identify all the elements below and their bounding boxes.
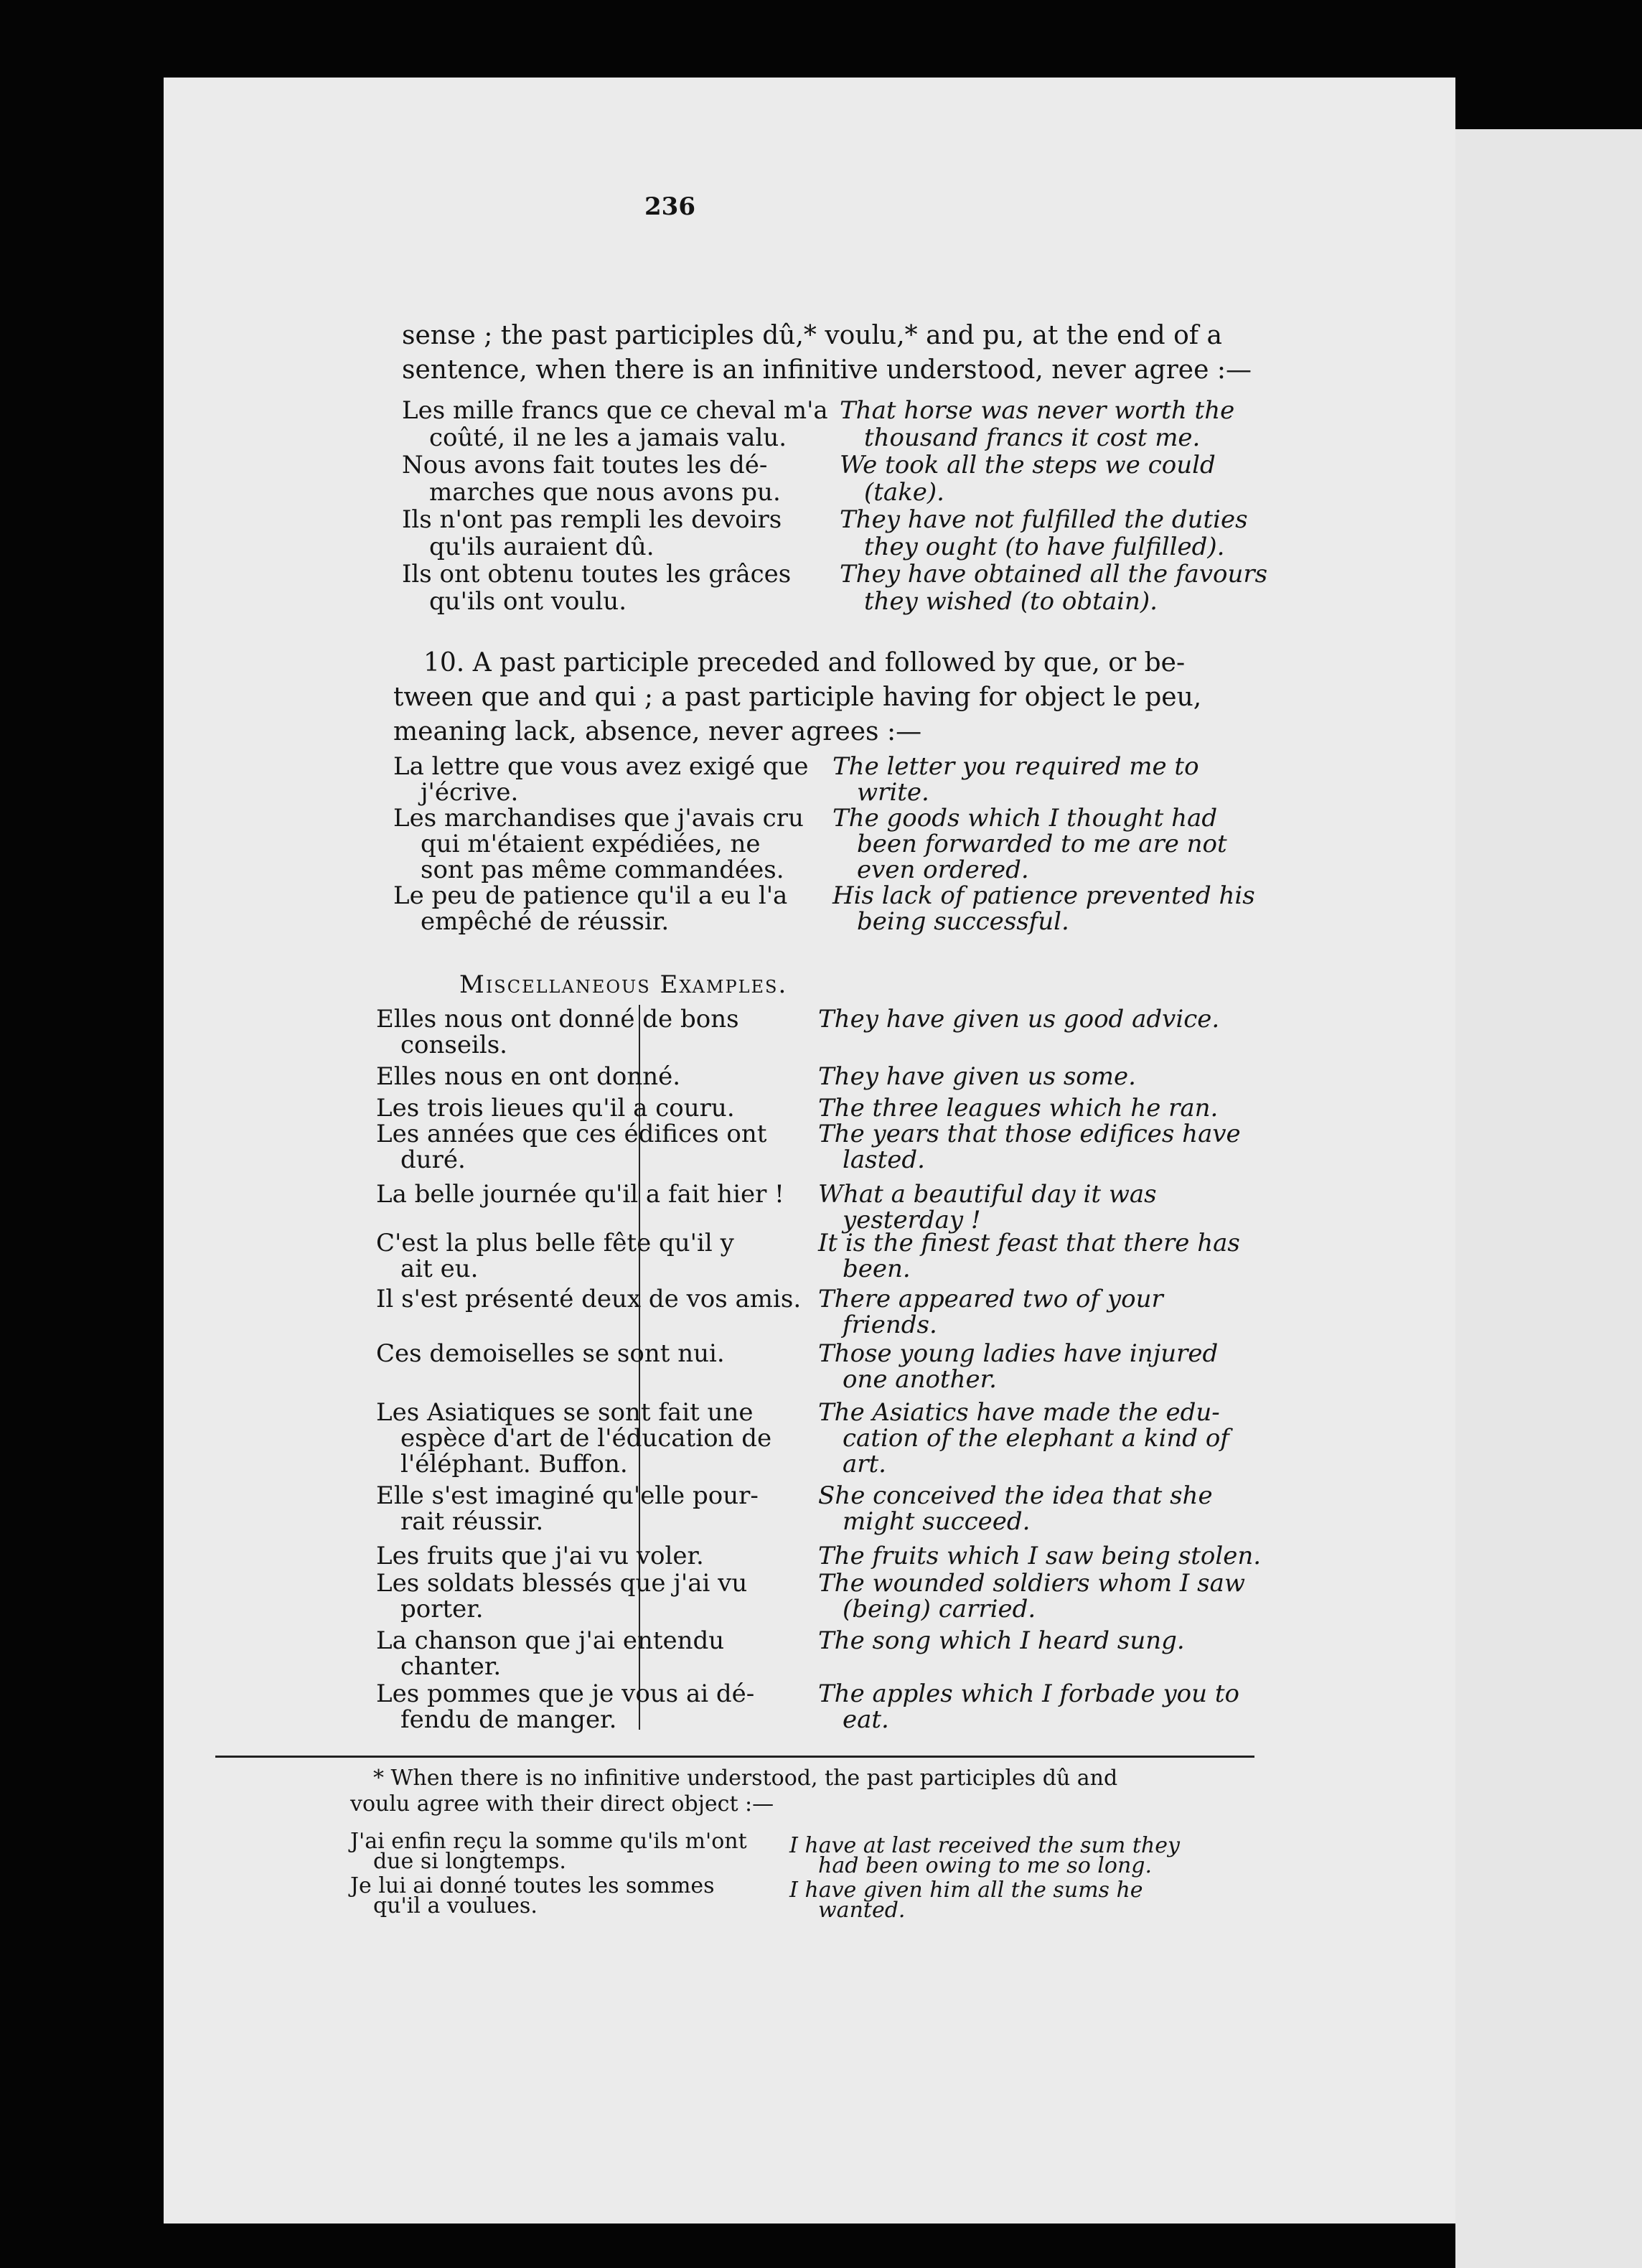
footnote-english-1: wanted. bbox=[818, 1898, 906, 1923]
section2-french-1: sont pas même commandées. bbox=[421, 856, 784, 884]
misc-english-9: might succeed. bbox=[843, 1507, 1031, 1536]
misc-english-9: She conceived the idea that she bbox=[818, 1481, 1213, 1510]
misc-french-5: C'est la plus belle fête qu'il y bbox=[376, 1229, 734, 1257]
footnote-french-0: due si longtemps. bbox=[373, 1849, 566, 1874]
misc-english-13: The apples which I forbade you to bbox=[818, 1679, 1239, 1708]
footnote-english-0: had been owing to me so long. bbox=[818, 1853, 1153, 1878]
misc-english-5: It is the finest feast that there has bbox=[818, 1229, 1240, 1257]
misc-french-2: Les trois lieues qu'il a couru. bbox=[376, 1094, 735, 1123]
misc-french-12: La chanson que j'ai entendu bbox=[376, 1626, 725, 1655]
section1-french-3: qu'ils ont voulu. bbox=[429, 587, 627, 616]
misc-french-3: Les années que ces édifices ont bbox=[376, 1120, 767, 1148]
footnote-english-0: I have at last received the sum they bbox=[789, 1833, 1180, 1858]
section1-french-1: Nous avons fait toutes les dé- bbox=[402, 451, 768, 479]
misc-heading: Miscellaneous Examples. bbox=[459, 970, 788, 999]
rule10-line: tween que and qui ; a past participle having for object le peu, bbox=[393, 683, 1202, 712]
misc-french-1: Elles nous en ont donné. bbox=[376, 1062, 681, 1091]
misc-french-12: chanter. bbox=[400, 1652, 502, 1681]
misc-french-13: Les pommes que je vous ai dé- bbox=[376, 1679, 755, 1708]
facing-page bbox=[1455, 129, 1642, 2268]
misc-english-8: The Asiatics have made the edu- bbox=[818, 1398, 1220, 1427]
footnote-text: * When there is no infinitive understood, the past participles dû and bbox=[373, 1766, 1118, 1791]
section1-english-2: They have not fulfilled the duties bbox=[840, 505, 1248, 534]
section1-french-3: Ils ont obtenu toutes les grâces bbox=[402, 560, 792, 589]
misc-english-4: yesterday ! bbox=[843, 1206, 981, 1234]
section2-english-0: The letter you required me to bbox=[832, 752, 1199, 781]
section1-english-3: They have obtained all the favours bbox=[840, 560, 1268, 589]
misc-french-0: conseils. bbox=[400, 1031, 507, 1059]
section2-english-1: even ordered. bbox=[857, 856, 1029, 884]
misc-english-8: art. bbox=[843, 1450, 886, 1479]
misc-french-9: rait réussir. bbox=[400, 1507, 544, 1536]
misc-french-9: Elle s'est imaginé qu'elle pour- bbox=[376, 1481, 759, 1510]
misc-english-7: one another. bbox=[843, 1365, 997, 1394]
misc-french-10: Les fruits que j'ai vu voler. bbox=[376, 1542, 704, 1570]
section1-english-0: thousand francs it cost me. bbox=[864, 423, 1201, 452]
section1-english-0: That horse was never worth the bbox=[840, 396, 1235, 425]
section1-french-2: Ils n'ont pas rempli les devoirs bbox=[402, 505, 782, 534]
section1-english-2: they ought (to have fulfilled). bbox=[864, 533, 1225, 561]
page-number: 236 bbox=[644, 192, 695, 221]
misc-english-13: eat. bbox=[843, 1705, 889, 1734]
rule10-line: 10. A past participle preceded and followed by que, or be- bbox=[423, 648, 1186, 678]
misc-english-6: There appeared two of your bbox=[818, 1285, 1163, 1313]
misc-french-11: Les soldats blessés que j'ai vu bbox=[376, 1569, 748, 1598]
misc-english-7: Those young ladies have injured bbox=[818, 1339, 1219, 1368]
misc-english-3: The years that those edifices have bbox=[818, 1120, 1241, 1148]
misc-english-11: (being) carried. bbox=[843, 1595, 1036, 1623]
misc-french-3: duré. bbox=[400, 1145, 466, 1174]
section2-french-1: Les marchandises que j'avais cru bbox=[393, 804, 804, 833]
footnote-french-1: Je lui ai donné toutes les sommes bbox=[350, 1873, 715, 1898]
section1-french-0: coûté, il ne les a jamais valu. bbox=[429, 423, 787, 452]
misc-english-8: cation of the elephant a kind of bbox=[843, 1424, 1229, 1453]
section1-english-1: (take). bbox=[864, 478, 944, 507]
intro-line: sense ; the past participles dû,* voulu,* and pu, at the end of a bbox=[402, 321, 1223, 350]
section2-french-2: empêché de réussir. bbox=[421, 907, 670, 936]
misc-french-0: Elles nous ont donné de bons bbox=[376, 1005, 739, 1034]
misc-english-1: They have given us some. bbox=[818, 1062, 1136, 1091]
misc-french-8: l'éléphant. Buffon. bbox=[400, 1450, 628, 1479]
section2-english-2: His lack of patience prevented his bbox=[832, 881, 1255, 910]
section2-english-1: The goods which I thought had bbox=[832, 804, 1218, 833]
misc-french-11: porter. bbox=[400, 1595, 484, 1623]
section1-english-3: they wished (to obtain). bbox=[864, 587, 1158, 616]
misc-french-8: Les Asiatiques se sont fait une bbox=[376, 1398, 754, 1427]
misc-english-2: The three leagues which he ran. bbox=[818, 1094, 1219, 1123]
misc-english-4: What a beautiful day it was bbox=[818, 1180, 1157, 1209]
section1-french-2: qu'ils auraient dû. bbox=[429, 533, 655, 561]
section2-english-1: been forwarded to me are not bbox=[857, 830, 1227, 858]
footnote-text: voulu agree with their direct object :— bbox=[350, 1791, 774, 1817]
intro-line: sentence, when there is an infinitive understood, never agree :— bbox=[402, 355, 1252, 385]
misc-english-6: friends. bbox=[843, 1311, 937, 1339]
misc-french-5: ait eu. bbox=[400, 1255, 479, 1283]
misc-french-13: fendu de manger. bbox=[400, 1705, 617, 1734]
section2-french-1: qui m'étaient expédiées, ne bbox=[421, 830, 761, 858]
footnote-french-1: qu'il a voulues. bbox=[373, 1893, 538, 1918]
section2-french-0: j'écrive. bbox=[421, 778, 519, 807]
misc-english-11: The wounded soldiers whom I saw bbox=[818, 1569, 1245, 1598]
misc-french-8: espèce d'art de l'éducation de bbox=[400, 1424, 772, 1453]
footnote-french-0: J'ai enfin reçu la somme qu'ils m'ont bbox=[350, 1829, 747, 1854]
misc-french-6: Il s'est présenté deux de vos amis. bbox=[376, 1285, 802, 1313]
section1-french-1: marches que nous avons pu. bbox=[429, 478, 781, 507]
footnote-rule bbox=[215, 1756, 1254, 1758]
footnote-english-1: I have given him all the sums he bbox=[789, 1878, 1143, 1903]
section1-french-0: Les mille francs que ce cheval m'a bbox=[402, 396, 828, 425]
misc-english-5: been. bbox=[843, 1255, 911, 1283]
misc-english-0: They have given us good advice. bbox=[818, 1005, 1220, 1034]
misc-french-7: Ces demoiselles se sont nui. bbox=[376, 1339, 725, 1368]
misc-english-12: The song which I heard sung. bbox=[818, 1626, 1185, 1655]
section1-english-1: We took all the steps we could bbox=[840, 451, 1216, 479]
misc-english-10: The fruits which I saw being stolen. bbox=[818, 1542, 1262, 1570]
section2-english-2: being successful. bbox=[857, 907, 1069, 936]
rule10-line: meaning lack, absence, never agrees :— bbox=[393, 717, 922, 746]
section2-french-2: Le peu de patience qu'il a eu l'a bbox=[393, 881, 788, 910]
section2-french-0: La lettre que vous avez exigé que bbox=[393, 752, 809, 781]
misc-english-3: lasted. bbox=[843, 1145, 925, 1174]
misc-french-4: La belle journée qu'il a fait hier ! bbox=[376, 1180, 784, 1209]
section2-english-0: write. bbox=[857, 778, 929, 807]
